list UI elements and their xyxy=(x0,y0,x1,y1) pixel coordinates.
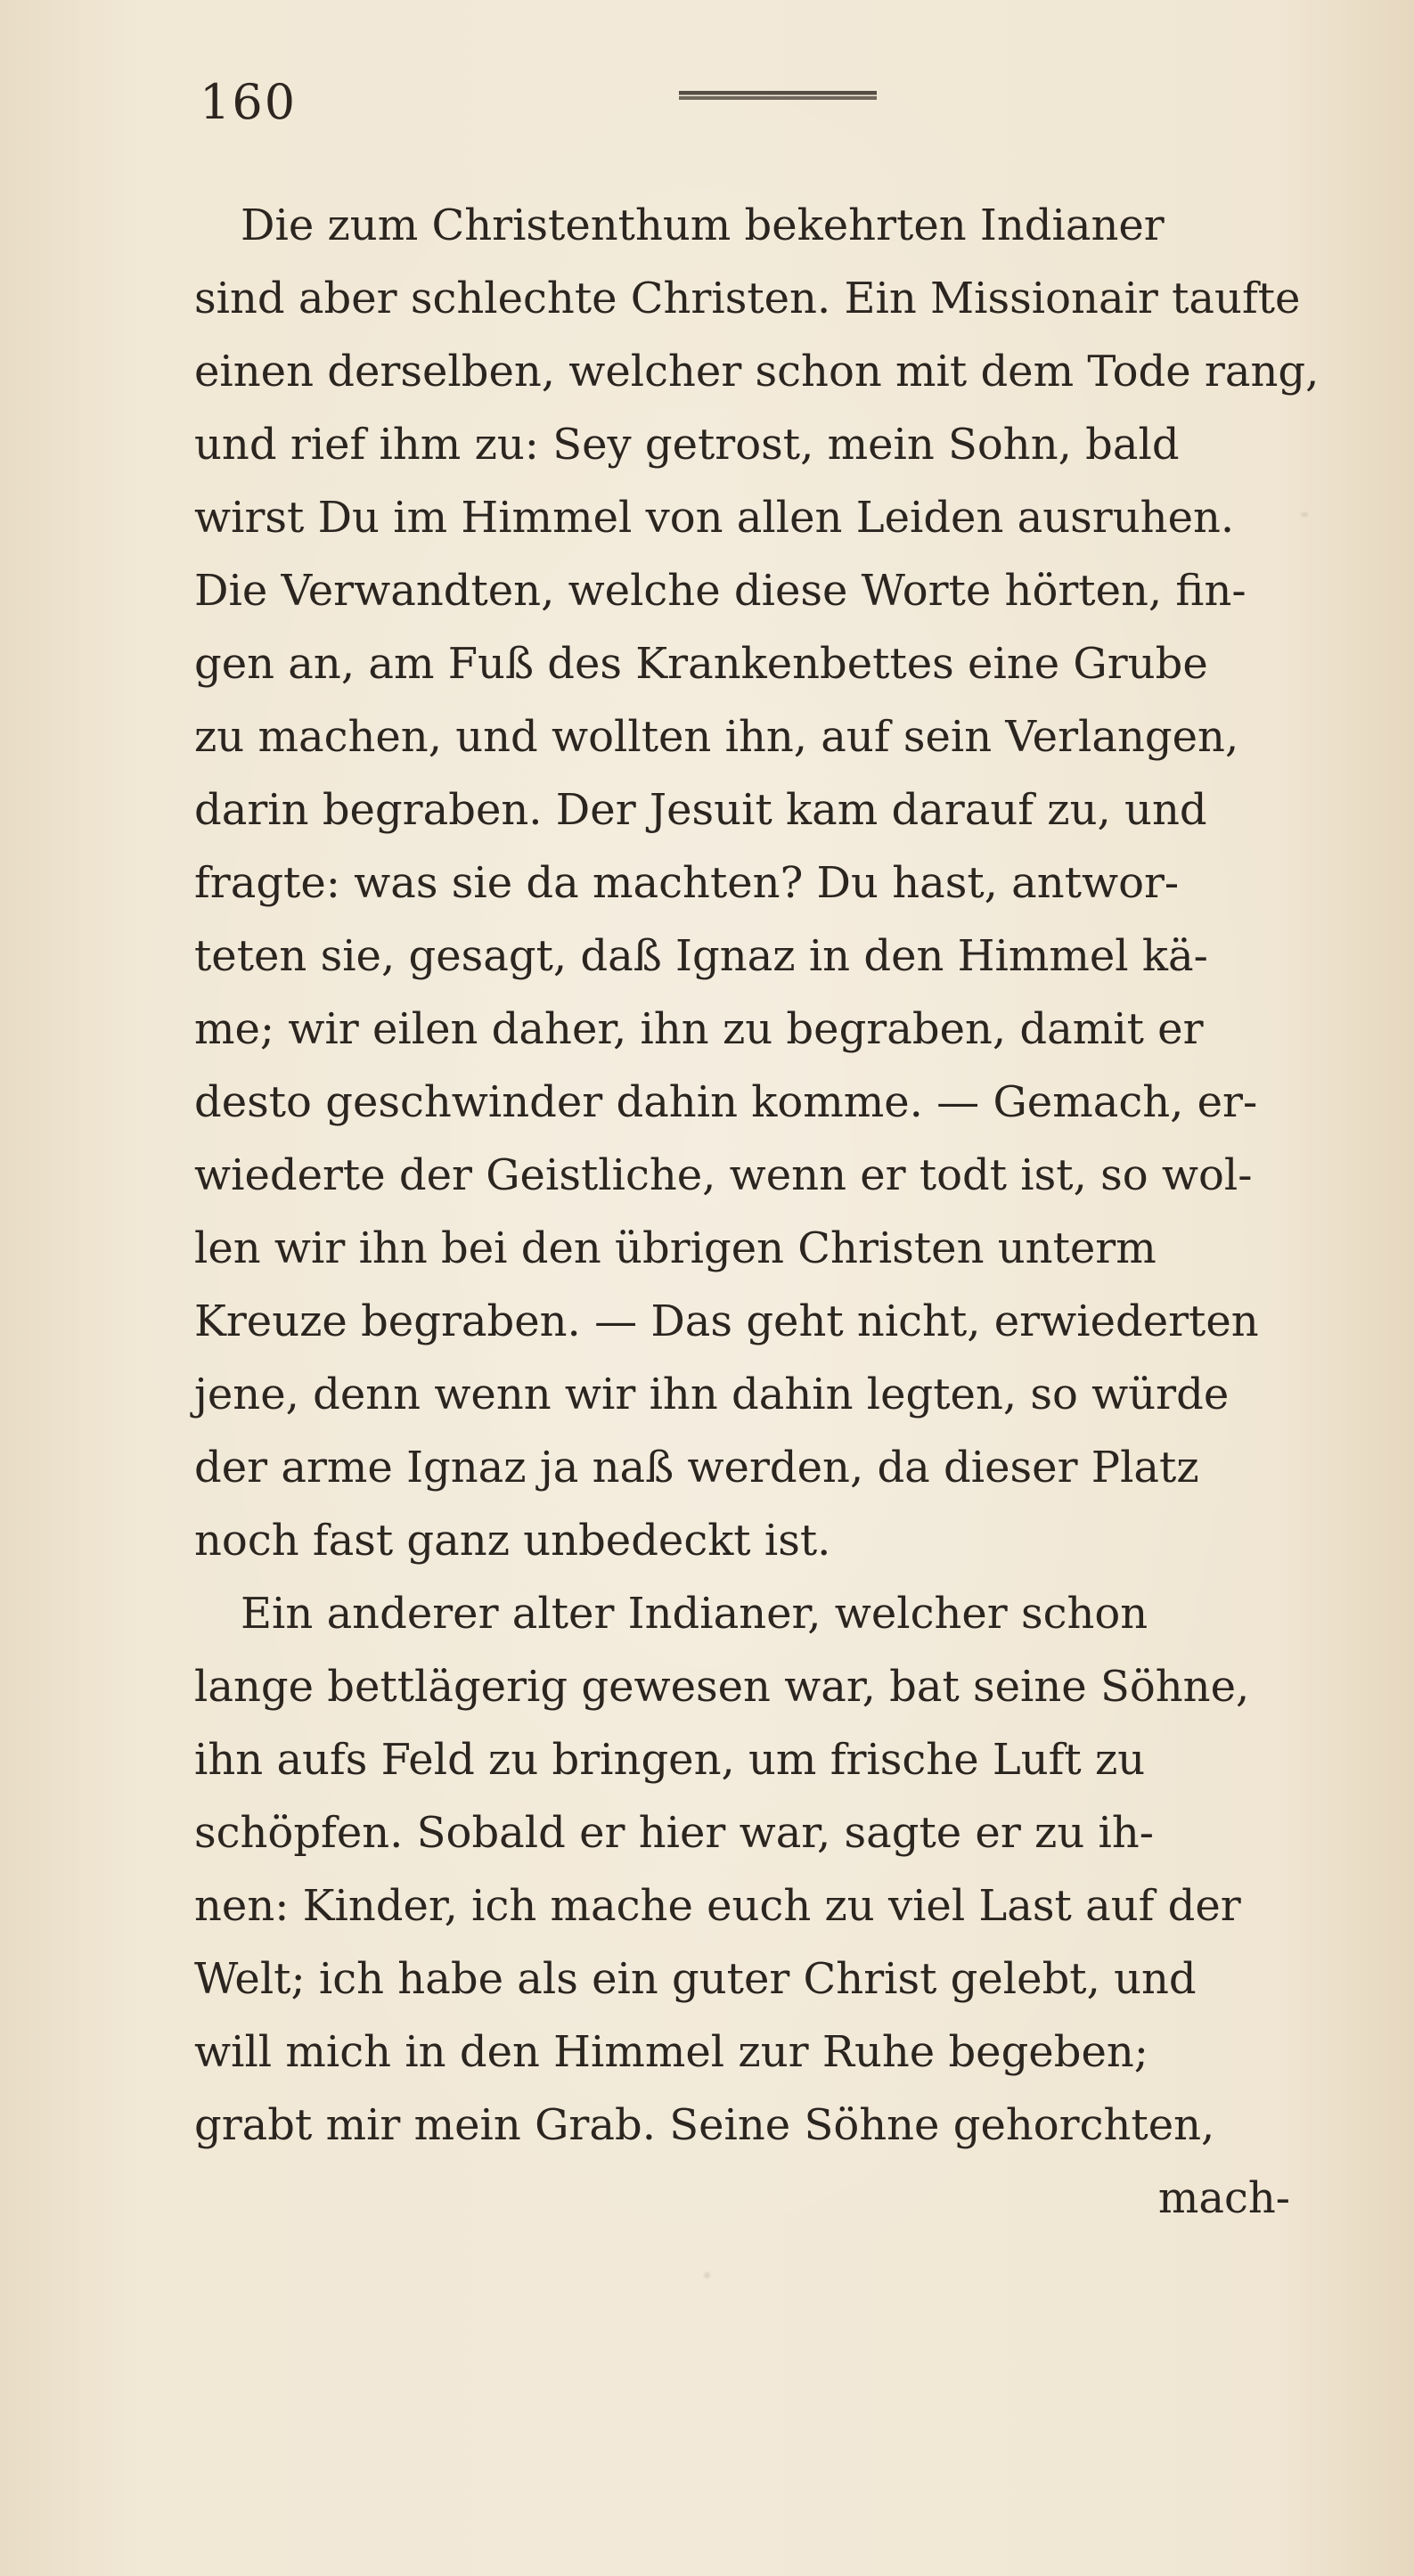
text-line: darin begraben. Der Jesuit kam darauf zu, und xyxy=(194,785,1207,835)
text-line: ihn aufs Feld zu bringen, um frische Luft zu xyxy=(194,1735,1146,1785)
text-line: Die Verwandten, welche diese Worte hörten, fin- xyxy=(194,566,1246,616)
text-line: lange bettlägerig gewesen war, bat seine Söhne, xyxy=(194,1662,1250,1712)
text-line: Kreuze begraben. — Das geht nicht, erwiederten xyxy=(194,1296,1259,1346)
paper-speck xyxy=(704,2272,710,2278)
text-line: und rief ihm zu: Sey getrost, mein Sohn, bald xyxy=(194,420,1180,470)
text-line: Die zum Christenthum bekehrten Indianer xyxy=(241,200,1165,250)
text-line: nen: Kinder, ich mache euch zu viel Last auf der xyxy=(194,1881,1241,1931)
text-line: grabt mir mein Grab. Seine Söhne gehorchten, xyxy=(194,2100,1215,2150)
text-line: teten sie, gesagt, daß Ignaz in den Himmel kä- xyxy=(194,931,1208,981)
text-line: jene, denn wenn wir ihn dahin legten, so würde xyxy=(194,1370,1230,1419)
text-line: sind aber schlechte Christen. Ein Missionair taufte xyxy=(194,274,1301,323)
text-line: wiederte der Geistliche, wenn er todt ist, so wol- xyxy=(194,1150,1253,1200)
text-line: schöpfen. Sobald er hier war, sagte er zu ih- xyxy=(194,1808,1154,1858)
text-line: will mich in den Himmel zur Ruhe begeben; xyxy=(194,2027,1148,2077)
catchword: mach- xyxy=(1157,2173,1290,2223)
text-line: zu machen, und wollten ihn, auf sein Verlangen, xyxy=(194,712,1239,762)
page-text xyxy=(194,189,1340,2235)
text-line: wirst Du im Himmel von allen Leiden ausruhen. xyxy=(194,493,1235,543)
text-line: desto geschwinder dahin komme. — Gemach, er- xyxy=(194,1077,1258,1127)
text-line: noch fast ganz unbedeckt ist. xyxy=(194,1516,831,1566)
text-line: Ein anderer alter Indianer, welcher schon xyxy=(241,1589,1148,1639)
text-line: len wir ihn bei den übrigen Christen unterm xyxy=(194,1223,1157,1273)
text-line: gen an, am Fuß des Krankenbettes eine Grube xyxy=(194,639,1208,689)
page-number: 160 xyxy=(200,74,298,130)
text-line: Welt; ich habe als ein guter Christ gelebt, und xyxy=(194,1954,1197,2004)
text-line: fragte: was sie da machten? Du hast, antwor- xyxy=(194,858,1180,908)
text-line: einen derselben, welcher schon mit dem Tode rang, xyxy=(194,347,1320,397)
header-rule xyxy=(679,91,877,100)
text-line: der arme Ignaz ja naß werden, da dieser Platz xyxy=(194,1443,1199,1492)
text-line: me; wir eilen daher, ihn zu begraben, damit er xyxy=(194,1004,1204,1054)
